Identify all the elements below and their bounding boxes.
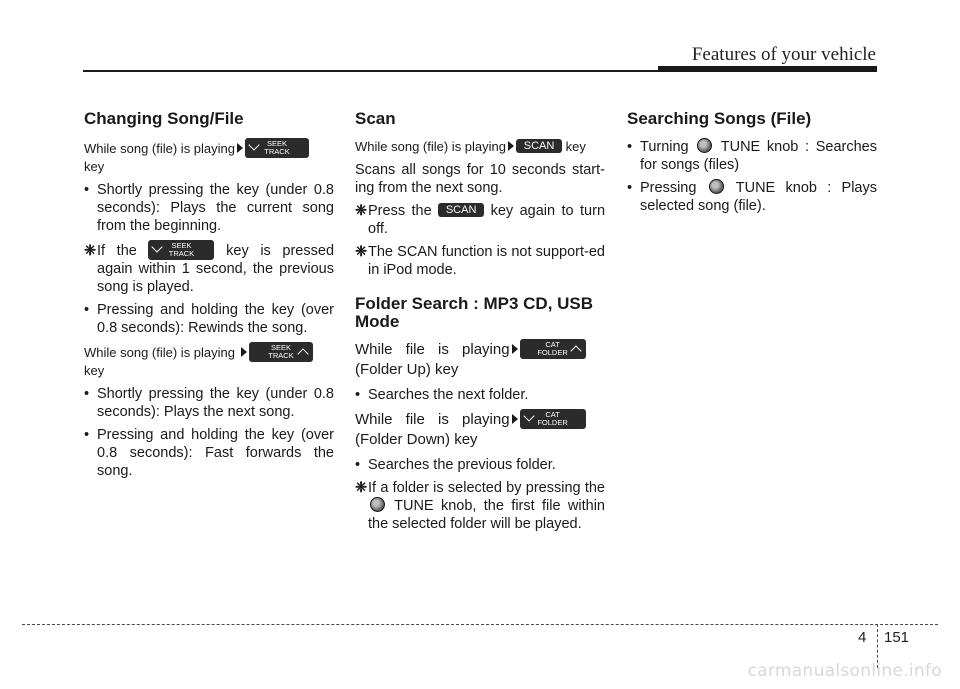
intro-scan (355, 138, 605, 155)
column-scan-folder (355, 108, 605, 538)
note-scan-off (355, 202, 605, 238)
play-arrow-icon (512, 344, 518, 354)
note-text: Press the (368, 203, 432, 219)
bullet-hold-fast-forward: • Pressing and holding the key (over 0.8 seconds): Fast forwards the song. (84, 426, 334, 480)
intro-suffix: key (565, 139, 586, 154)
paragraph-scan-all: Scans all songs for 10 seconds start-ing from the next song. (355, 162, 605, 196)
bullet-previous-folder: • Searches the previous folder. (355, 456, 605, 474)
key-label: CAT FOLDER (537, 410, 568, 427)
note-text: TUNE knob, the first file within the selected folder will be played. (368, 498, 605, 532)
intro-text: While song (file) is playing (84, 141, 236, 156)
page-number: 151 (884, 629, 910, 646)
bullet-pressing-knob (627, 179, 877, 215)
intro-suffix: (Folder Down) key (355, 431, 478, 448)
note-text: If a folder is selected by pressing the (368, 480, 605, 496)
key-label: SEEK TRACK (264, 139, 290, 156)
play-arrow-icon (512, 414, 518, 424)
header-rule (83, 70, 658, 72)
play-arrow-icon (241, 347, 247, 357)
note-mark-icon: ❈ (355, 480, 368, 496)
note-press-again (84, 240, 334, 296)
key-label: SCAN (523, 140, 555, 152)
note-ipod (355, 243, 605, 279)
key-label: SCAN (445, 204, 477, 216)
intro-suffix: key (84, 363, 105, 378)
note-mark-icon: ❈ (355, 203, 368, 219)
seek-track-down-key (245, 138, 309, 158)
intro-folder-up (355, 339, 605, 380)
scan-key (438, 203, 484, 217)
intro-folder-down (355, 409, 605, 450)
bullet-short-press-current: • Shortly pressing the key (under 0.8 seconds): Plays the current song from the beginning. (84, 181, 334, 235)
watermark: carmanualsonline.info (747, 661, 942, 681)
chapter-number: 4 (858, 629, 867, 646)
header-rule-thick (658, 66, 877, 72)
tune-knob-icon (709, 179, 724, 194)
key-label: SEEK TRACK (268, 343, 294, 360)
play-arrow-icon (508, 141, 514, 151)
tune-knob-icon (697, 138, 712, 153)
intro-text: While file is playing (355, 411, 510, 428)
bullet-turning-knob (627, 138, 877, 174)
intro-seek-down (84, 138, 334, 175)
intro-text: While song (file) is playing (355, 139, 507, 154)
intro-text: While file is playing (355, 341, 510, 358)
column-searching-songs (627, 108, 877, 220)
bullet-text: Turning (640, 139, 689, 155)
note-text: The SCAN function is not support-ed in iPod mode. (368, 244, 605, 278)
bullet-next-folder: • Searches the next folder. (355, 386, 605, 404)
heading-searching-songs: Searching Songs (File) (627, 109, 812, 128)
note-text: If the (97, 243, 137, 259)
seek-track-up-key (249, 342, 313, 362)
intro-suffix: (Folder Up) key (355, 361, 459, 378)
heading-changing-song: Changing Song/File (84, 109, 244, 128)
scan-key (516, 139, 562, 153)
note-folder-selected (355, 479, 605, 533)
note-mark-icon: ❈ (84, 243, 97, 259)
play-arrow-icon (237, 143, 243, 153)
heading-scan: Scan (355, 109, 396, 128)
intro-suffix: key (84, 159, 105, 174)
footer-rule (22, 624, 938, 625)
key-label: SEEK TRACK (168, 241, 195, 258)
note-mark-icon: ❈ (355, 244, 368, 260)
bullet-text: TUNE knob : Searches for songs (files) (640, 139, 877, 173)
cat-folder-up-key (520, 339, 586, 359)
bullet-short-press-next: • Shortly pressing the key (under 0.8 seconds): Plays the next song. (84, 385, 334, 421)
bullet-hold-rewind: • Pressing and holding the key (over 0.8 seconds): Rewinds the song. (84, 301, 334, 337)
seek-track-down-key (148, 240, 214, 260)
note-text: key is pressed again within 1 second, the previous song is played. (97, 243, 335, 295)
cat-folder-down-key (520, 409, 586, 429)
intro-seek-up (84, 342, 334, 379)
section-title: Features of your vehicle (691, 44, 876, 65)
note-text: key again to turn off. (368, 203, 606, 237)
bullet-text: Pressing (640, 180, 697, 196)
intro-text: While song (file) is playing (84, 345, 236, 360)
key-label: CAT FOLDER (537, 340, 568, 357)
heading-folder-search: Folder Search : MP3 CD, USB Mode (355, 294, 594, 331)
tune-knob-icon (370, 497, 385, 512)
bullet-text: TUNE knob : Plays selected song (file). (640, 180, 877, 214)
column-changing-song (84, 108, 334, 485)
